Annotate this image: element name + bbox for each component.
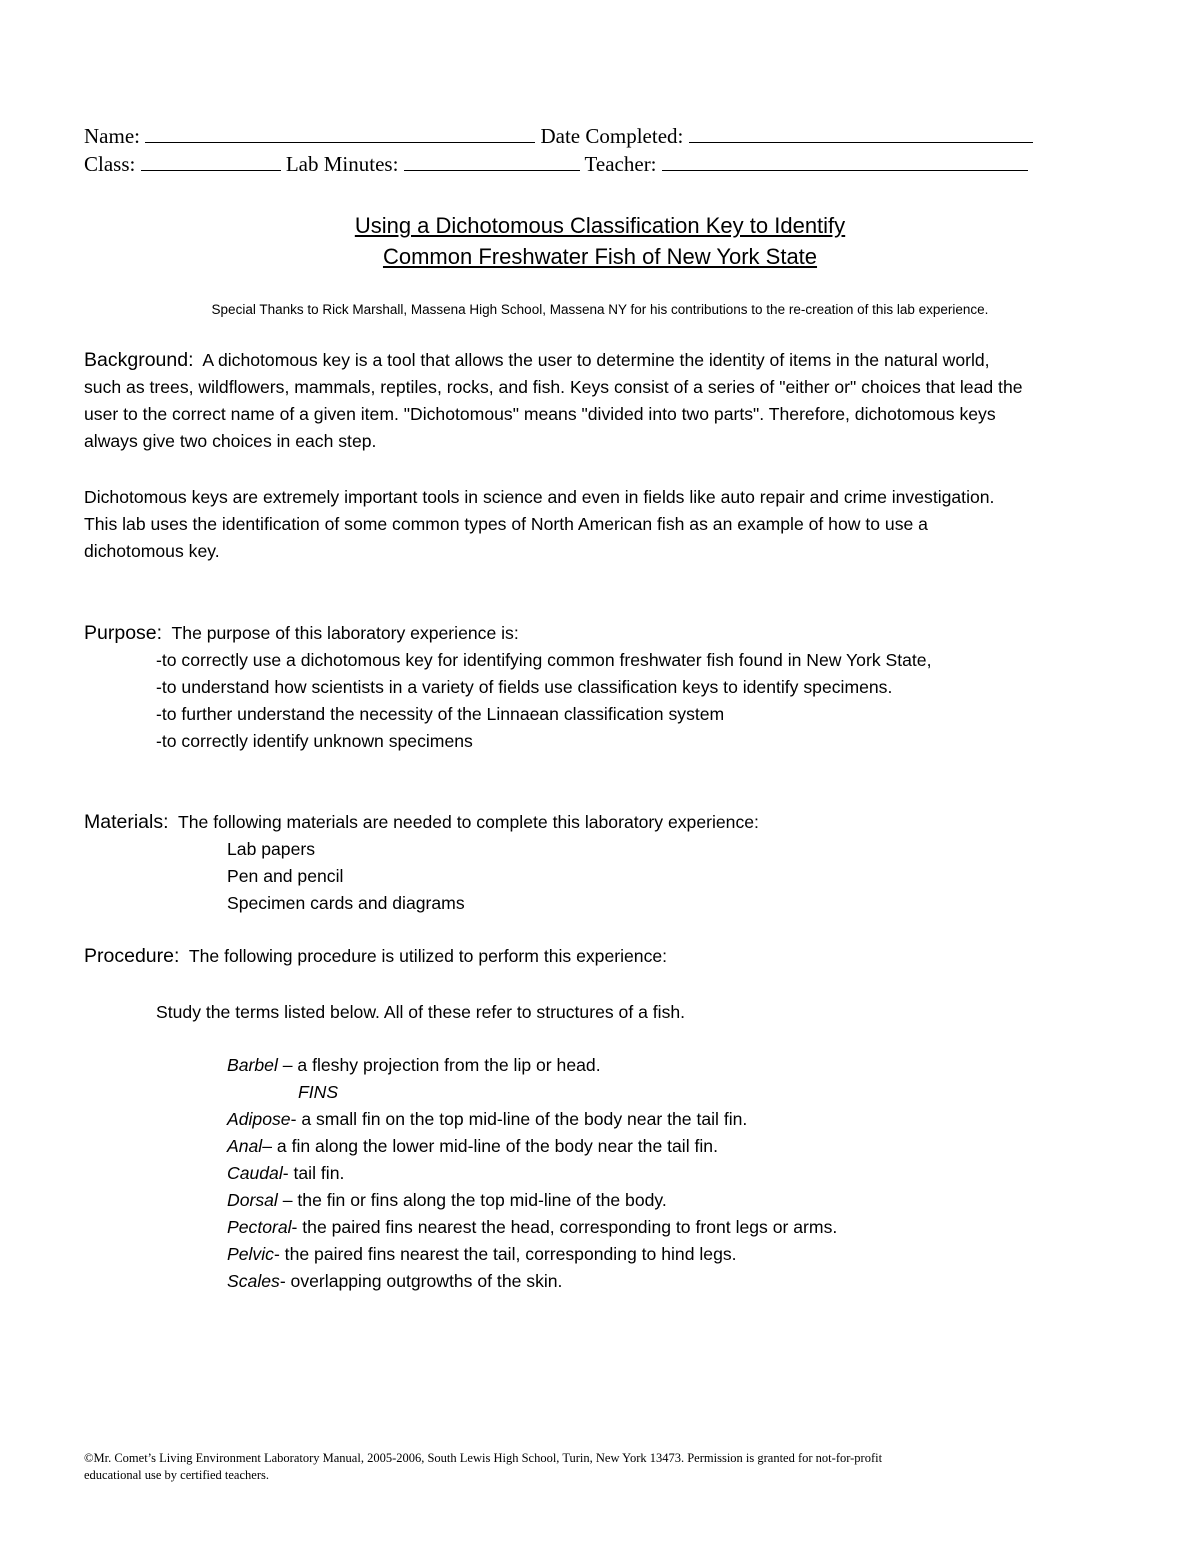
- purpose-label: Purpose:: [84, 622, 163, 644]
- title-line-2: Common Freshwater Fish of New York State: [382, 244, 818, 269]
- date-completed-field[interactable]: [689, 125, 1033, 143]
- term-definition: - overlapping outgrowths of the skin.: [279, 1271, 563, 1291]
- lab-minutes-label: Lab Minutes:: [285, 152, 399, 176]
- term-definition: - the paired fins nearest the tail, corresponding to hind legs.: [273, 1244, 737, 1264]
- term-definition: – a fin along the lower mid-line of the body near the tail fin.: [262, 1136, 718, 1156]
- term-name: Caudal: [227, 1163, 283, 1183]
- teacher-label: Teacher:: [584, 152, 657, 176]
- term-item: [227, 1268, 562, 1295]
- term-name: Barbel: [227, 1055, 278, 1075]
- background-line: A dichotomous key is a tool that allows the user to determine the identity of items in the natural world,: [202, 350, 990, 370]
- header-row-1: [84, 123, 1033, 149]
- purpose-item: -to understand how scientists in a variety of fields use classification keys to identify specimens.: [156, 677, 893, 697]
- term-name: Adipose: [227, 1109, 291, 1129]
- class-field[interactable]: [141, 153, 281, 171]
- special-thanks: Special Thanks to Rick Marshall, Massena High School, Massena NY for his contributions to the re-creation of this lab experience.: [211, 302, 989, 317]
- background-section: [84, 347, 1144, 455]
- purpose-heading: [84, 620, 519, 647]
- materials-item: Pen and pencil: [227, 866, 344, 886]
- term-name: Scales: [227, 1271, 280, 1291]
- lab-minutes-field[interactable]: [404, 153, 580, 171]
- materials-heading: [84, 809, 759, 836]
- name-field[interactable]: [145, 125, 535, 143]
- procedure-label: Procedure:: [84, 945, 180, 967]
- term-item: [227, 1160, 344, 1187]
- name-label: Name:: [84, 124, 140, 148]
- footer-line: ©Mr. Comet’s Living Environment Laboratory Manual, 2005-2006, South Lewis High School, Turin, New York 13473. Permission is granted for not-for-profit: [84, 1451, 883, 1465]
- term-definition: - the paired fins nearest the head, corresponding to front legs or arms.: [291, 1217, 838, 1237]
- paragraph-line: dichotomous key.: [84, 541, 220, 561]
- term-name: Pelvic: [227, 1244, 274, 1264]
- date-completed-label: Date Completed:: [540, 124, 684, 148]
- background-label: Background:: [84, 349, 194, 371]
- materials-label: Materials:: [84, 811, 169, 833]
- footer-line: educational use by certified teachers.: [84, 1468, 269, 1482]
- purpose-item: -to correctly use a dichotomous key for identifying common freshwater fish found in New York State,: [156, 650, 932, 670]
- term-definition: – a fleshy projection from the lip or head.: [277, 1055, 601, 1075]
- teacher-field[interactable]: [662, 153, 1028, 171]
- purpose-intro: The purpose of this laboratory experience is:: [171, 623, 519, 643]
- term-item: [227, 1052, 601, 1079]
- background-line: user to the correct name of a given item. "Dichotomous" means "divided into two parts". Therefore, dichotomous keys: [84, 404, 996, 424]
- term-definition: - a small fin on the top mid-line of the body near the tail fin.: [290, 1109, 748, 1129]
- term-item: [227, 1133, 718, 1160]
- term-definition: - tail fin.: [282, 1163, 345, 1183]
- materials-item: Lab papers: [227, 839, 316, 859]
- term-item: [227, 1241, 737, 1268]
- paragraph-line: This lab uses the identification of some common types of North American fish as an example of how to use a: [84, 514, 928, 534]
- background-paragraph-2: [84, 484, 1144, 565]
- study-instruction: Study the terms listed below. All of these refer to structures of a fish.: [156, 1002, 686, 1022]
- materials-item: Specimen cards and diagrams: [227, 893, 465, 913]
- copyright-footer: [84, 1450, 882, 1484]
- term-item: [227, 1187, 667, 1214]
- term-name: Dorsal: [227, 1190, 278, 1210]
- purpose-item: -to correctly identify unknown specimens: [156, 731, 473, 751]
- fins-heading: FINS: [298, 1082, 339, 1102]
- background-line: always give two choices in each step.: [84, 431, 377, 451]
- term-item: [227, 1214, 837, 1241]
- header-row-2: [84, 151, 1028, 177]
- class-label: Class:: [84, 152, 136, 176]
- procedure-intro: The following procedure is utilized to perform this experience:: [188, 946, 668, 966]
- term-item: [227, 1106, 747, 1133]
- term-definition: – the fin or fins along the top mid-line of the body.: [277, 1190, 667, 1210]
- background-line: such as trees, wildflowers, mammals, reptiles, rocks, and fish. Keys consist of a series of "either or" choices that lead the: [84, 377, 1023, 397]
- purpose-item: -to further understand the necessity of the Linnaean classification system: [156, 704, 725, 724]
- paragraph-line: Dichotomous keys are extremely important tools in science and even in fields like auto repair and crime investigation.: [84, 487, 995, 507]
- procedure-heading: [84, 943, 667, 970]
- materials-intro: The following materials are needed to complete this laboratory experience:: [178, 812, 759, 832]
- term-name: Pectoral: [227, 1217, 292, 1237]
- term-name: Anal: [227, 1136, 263, 1156]
- title-line-1: Using a Dichotomous Classification Key to Identify: [354, 213, 846, 238]
